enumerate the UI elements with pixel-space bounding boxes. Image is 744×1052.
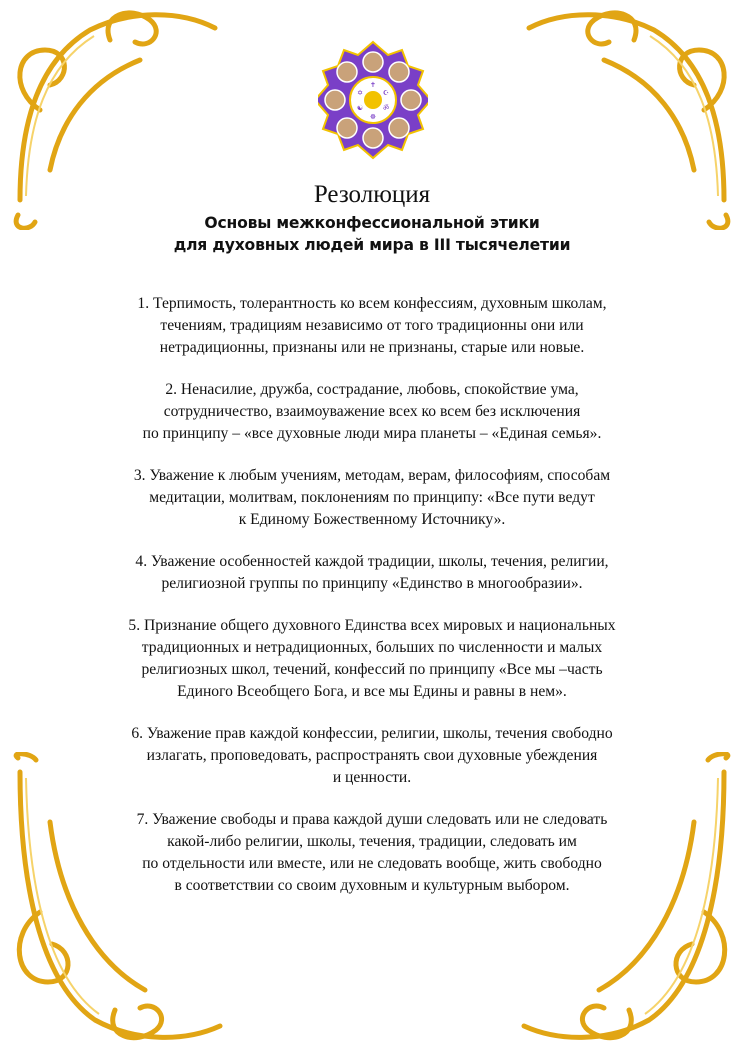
item-line: 1. Терпимость, толерантность ко всем конфессиям, духовным школам, bbox=[137, 295, 607, 312]
item-line: по отдельности или вместе, или не следовать вообще, жить свободно bbox=[142, 855, 602, 872]
title-block bbox=[0, 180, 744, 256]
resolution-item-1 bbox=[80, 293, 664, 359]
resolution-item-6 bbox=[80, 723, 664, 789]
resolution-item-4 bbox=[80, 551, 664, 595]
svg-text:☸: ☸ bbox=[369, 113, 377, 121]
item-line: какой-либо религии, школы, течения, традиции, следовать им bbox=[167, 833, 577, 850]
multifaith-mandala-icon bbox=[318, 38, 428, 168]
resolution-items bbox=[80, 293, 664, 917]
item-line: 2. Ненасилие, дружба, сострадание, любовь, спокойствие ума, bbox=[165, 381, 579, 398]
item-line: излагать, проповедовать, распространять свои духовные убеждения bbox=[146, 747, 598, 764]
item-line: нетрадиционны, признаны или не признаны, старые или новые. bbox=[159, 339, 585, 356]
item-line: 6. Уважение прав каждой конфессии, религии, школы, течения свободно bbox=[131, 725, 613, 742]
svg-text:☪: ☪ bbox=[382, 89, 390, 97]
svg-text:ॐ: ॐ bbox=[382, 104, 390, 112]
item-line: 4. Уважение особенностей каждой традиции, школы, течения, религии, bbox=[135, 553, 609, 570]
item-line: и ценности. bbox=[332, 769, 412, 786]
item-line: 7. Уважение свободы и права каждой души следовать или не следовать bbox=[136, 811, 608, 828]
resolution-item-7 bbox=[80, 809, 664, 897]
subtitle-line: для духовных людей мира в III тысячелетии bbox=[173, 236, 571, 254]
item-line: в соответствии со своим духовным и культурным выбором. bbox=[174, 877, 570, 894]
subtitle bbox=[0, 212, 744, 256]
subtitle-line: Основы межконфессиональной этики bbox=[204, 214, 540, 232]
item-line: Единого Всеобщего Бога, и все мы Едины и равны в нем». bbox=[177, 683, 567, 700]
item-line: религиозных школ, течений, конфессий по принципу «Все мы –часть bbox=[141, 661, 603, 678]
item-line: традиционных и нетрадиционных, больших по численности и малых bbox=[141, 639, 603, 656]
item-line: 3. Уважение к любым учениям, методам, верам, философиям, способам bbox=[133, 467, 611, 484]
item-line: религиозной группы по принципу «Единство в многообразии». bbox=[161, 575, 583, 592]
resolution-item-5 bbox=[80, 615, 664, 703]
resolution-item-3 bbox=[80, 465, 664, 531]
item-line: по принципу – «все духовные люди мира планеты – «Единая семья». bbox=[142, 425, 602, 442]
page-title: Резолюция bbox=[313, 181, 431, 208]
svg-text:✝: ✝ bbox=[370, 81, 376, 89]
item-line: 5. Признание общего духовного Единства всех мировых и национальных bbox=[128, 617, 616, 634]
resolution-item-2 bbox=[80, 379, 664, 445]
item-line: сотрудничество, взаимоуважение всех ко всем без исключения bbox=[163, 403, 581, 420]
item-line: к Единому Божественному Источнику». bbox=[238, 511, 506, 528]
svg-text:☯: ☯ bbox=[356, 104, 364, 112]
item-line: медитации, молитвам, поклонениям по принципу: «Все пути ведут bbox=[149, 489, 595, 506]
item-line: течениям, традициям независимо от того традиционны они или bbox=[160, 317, 584, 334]
svg-text:✡: ✡ bbox=[357, 89, 363, 97]
